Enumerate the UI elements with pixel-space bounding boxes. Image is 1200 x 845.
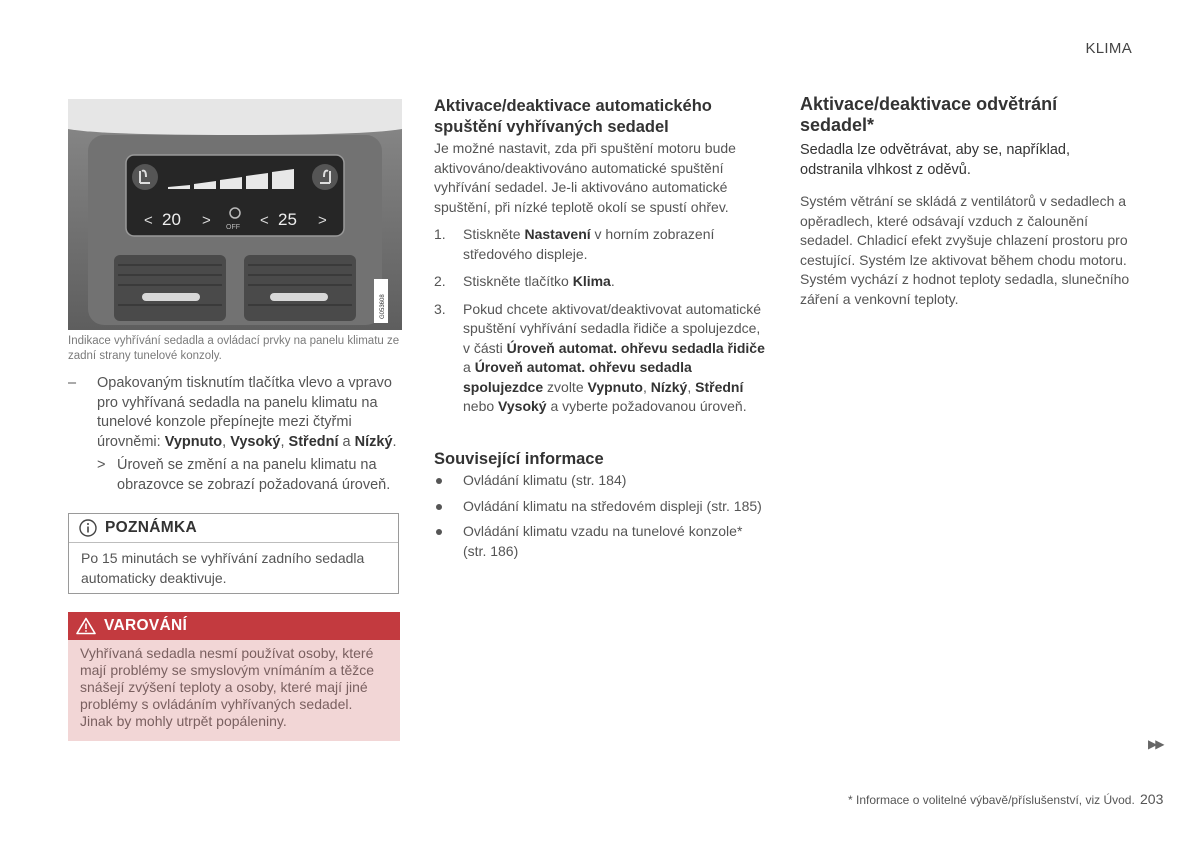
section-heading-auto-heating: Aktivace/deaktivace automatického spuštění vyhřívaných sedadel <box>434 97 712 136</box>
footnote: * Informace o volitelné výbavě/příslušenství, viz Úvod. <box>848 793 1135 807</box>
note-text: Po 15 minutách se vyhřívání zadního sedadla automaticky deaktivuje. <box>81 550 365 586</box>
svg-text:>: > <box>318 212 327 229</box>
bullet-icon <box>436 529 442 535</box>
svg-text:<: < <box>144 212 153 229</box>
left-temp: 20 <box>162 210 181 229</box>
lead-paragraph: Sedadla lze odvětrávat, aby se, například, odstranila vlhkost z oděvů. <box>800 142 1071 178</box>
warning-box <box>68 612 400 741</box>
section-title: KLIMA <box>1085 40 1132 57</box>
info-icon <box>79 519 97 537</box>
steps-list <box>434 225 769 425</box>
intro-paragraph: Je možné nastavit, zda při spuštění motoru bude aktivováno/deaktivováno automatické spuštění vyhřívání sedadel. Je-li aktivováno automatické spuštění, při nízké teplotě okolí se spustí ohřev. <box>434 140 736 215</box>
image-code: G053608 <box>380 294 386 319</box>
result-item: > Úroveň se změní a na panelu klimatu na obrazovce se zobrazí požadovaná úroveň. <box>97 457 391 493</box>
step-item: 3. Pokud chcete aktivovat/deaktivovat automatické spuštění vyhřívání sedadla řidiče a spolujezdce, v části Úroveň automat. ohřevu sedadla řidiče a Úroveň automat. ohřevu sedadla spolujezdce zvolte Vypnuto, Nízký, Střední nebo Vysoký a vyberte požadovanou úroveň. <box>434 300 765 414</box>
warning-icon <box>76 617 96 635</box>
body-paragraph: Systém větrání se skládá z ventilátorů v sedadlech a opěradlech, které odsávají vzduch z čalounění sedadel. Chladicí efekt zvyšuje chlazení prostoru pro cestující. Systém lze aktivovat během chodu motoru. Systém vychází z hodnot teploty sedadla, slunečního záření a venkovní teploty. <box>800 193 1130 307</box>
step-item: 2. Stiskněte tlačítko Klima. <box>434 273 615 289</box>
page-number: 203 <box>1140 791 1164 807</box>
svg-text:<: < <box>260 212 269 229</box>
section-heading-seat-ventilation: Aktivace/deaktivace odvětrání sedadel* <box>800 94 1058 135</box>
bullet-icon <box>436 478 442 484</box>
dash-mark: – <box>68 375 77 391</box>
climate-panel-figure <box>68 99 402 330</box>
figure-caption: Indikace vyhřívání sedadla a ovládací prvky na panelu klimatu ze zadní strany tunelové konzoly. <box>68 335 400 362</box>
svg-text:>: > <box>202 212 211 229</box>
right-temp: 25 <box>278 210 297 229</box>
warning-text: Vyhřívaná sedadla nesmí používat osoby, které mají problémy se smyslovým vnímáním a těžce snášejí zvýšení teploty a osoby, které mají jiné problémy s ovládáním vyhřívaných sedadel. Jinak by mohly utrpět popáleniny. <box>80 645 375 729</box>
related-link[interactable]: Ovládání klimatu vzadu na tunelové konzole* (str. 186) <box>434 522 769 561</box>
warning-title: VAROVÁNÍ <box>104 617 188 634</box>
climate-panel-illustration <box>68 99 402 330</box>
continue-arrow-icon: ▶▶ <box>1148 737 1163 751</box>
bullet-icon <box>436 504 442 510</box>
related-list <box>434 471 769 567</box>
related-link[interactable]: Ovládání klimatu (str. 184) <box>434 471 769 491</box>
result-mark: > <box>97 457 106 473</box>
step-item: 1. Stiskněte Nastavení v horním zobrazení středového displeje. <box>434 226 715 262</box>
related-info-heading: Související informace <box>434 450 604 468</box>
note-box <box>68 513 399 594</box>
instruction-item: – Opakovaným tisknutím tlačítka vlevo a vpravo pro vyhřívaná sedadla na panelu klimatu na tunelové konzole přepínejte mezi čtyřmi úrovněmi: Vypnuto, Vysoký, Střední a Nízký. <box>68 375 397 450</box>
related-link[interactable]: Ovládání klimatu na středovém displeji (str. 185) <box>434 497 769 517</box>
note-title: POZNÁMKA <box>105 519 197 536</box>
fan-off-label: OFF <box>226 224 240 231</box>
